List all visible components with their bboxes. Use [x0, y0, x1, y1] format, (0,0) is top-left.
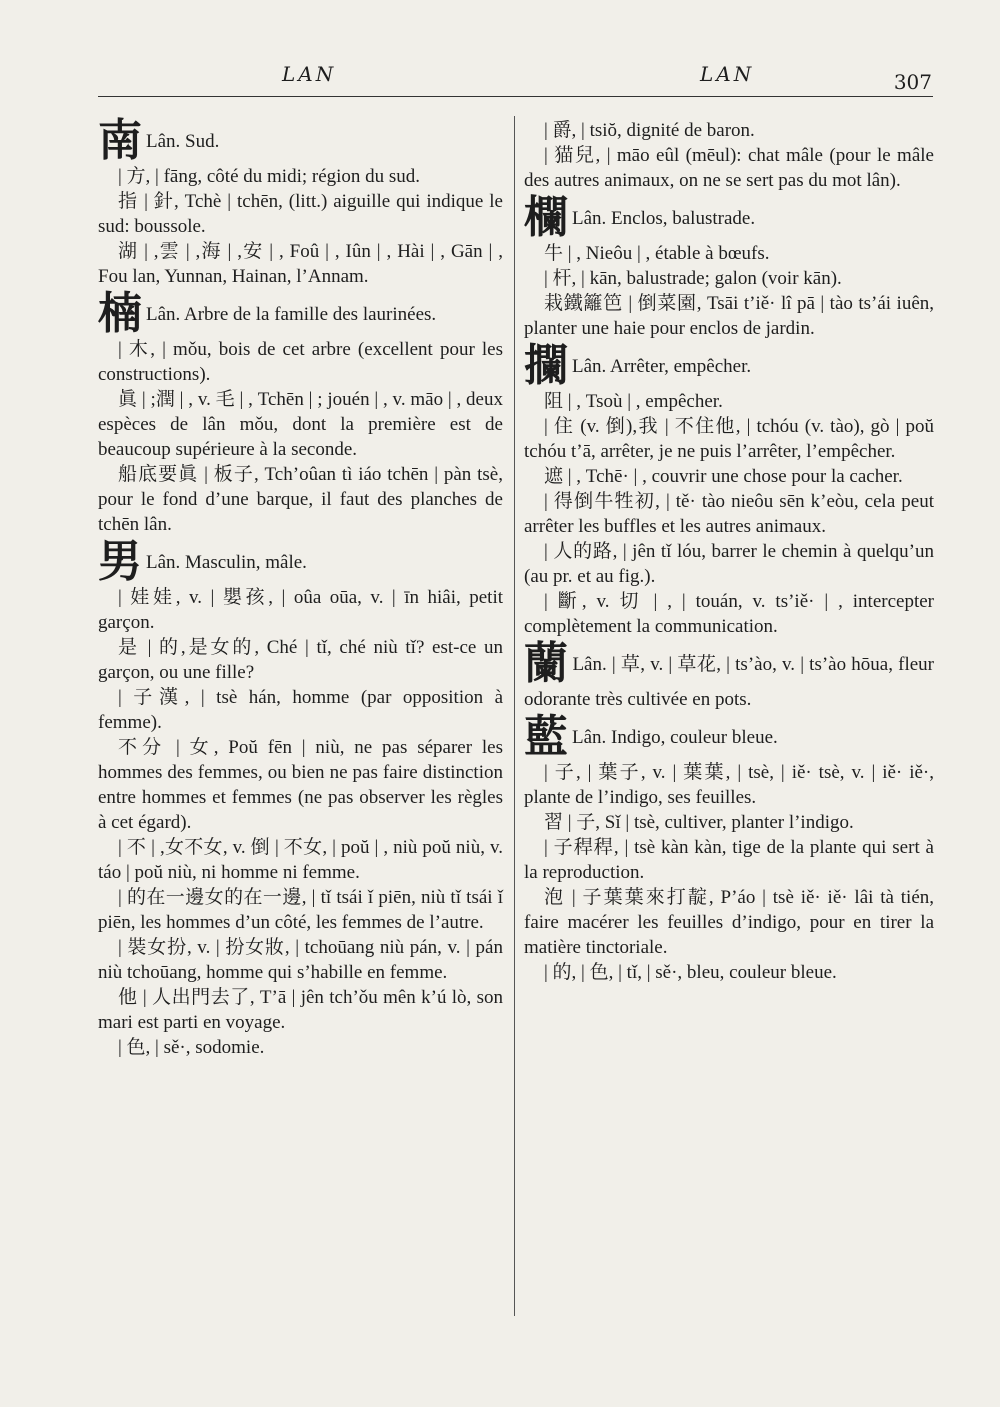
entry-text: | 裝女扮, v. | 扮女妝, | tchoūang niù pán, v. | pán niù tchoūang, homme qui s’habille en femme.	[98, 937, 503, 983]
entry-text: | 子, | 葉子, v. | 葉葉, | tsè, | iě· tsè, v. | iě· iě·, plante de l’indigo, ses feuilles.	[524, 762, 934, 808]
entry-compound	[524, 414, 934, 464]
entry-compound	[98, 189, 503, 239]
entry-compound	[524, 835, 934, 885]
entry-text: | 斷, v. 切 | , | touán, v. ts’iě· | , intercepter complètement la communication.	[524, 591, 934, 637]
entry-text: | 得倒牛牲初, | tě· tào nieôu sēn k’eòu, cela peut arrêter les buffles et les autres animaux.	[524, 491, 934, 537]
entry-compound	[98, 935, 503, 985]
entry-compound	[524, 241, 934, 266]
entry-text: 他 | 人出門去了, T’ā | jên tch’ǒu mên k’ú lò, son mari est parti en voyage.	[98, 987, 503, 1033]
headword-character: 楠	[98, 288, 142, 339]
entry-compound	[524, 266, 934, 291]
entry-compound	[524, 760, 934, 810]
entry-compound	[98, 462, 503, 537]
entry-definition	[524, 192, 934, 243]
entry-text: | 的在一邊女的在一邊, | tǐ tsái ǐ piēn, niù tǐ tsái ǐ piēn, les hommes d’un côté, les femmes de l’autre.	[98, 887, 503, 933]
entry-text: 泡 | 子葉葉來打靛, P’áo | tsè iě· iě· lâi tà tién, faire macérer les feuilles d’indigo, pour en tirer la matière tinctoriale.	[524, 887, 934, 958]
entry-compound	[524, 960, 934, 985]
headword-character: 男	[98, 536, 142, 587]
entry-compound	[98, 1035, 503, 1060]
entry-text: 指 | 針, Tchè | tchēn, (litt.) aiguille qui indique le sud: boussole.	[98, 191, 503, 237]
entry-compound	[98, 685, 503, 735]
headword-character: 欄	[524, 192, 568, 243]
entry-compound	[98, 635, 503, 685]
entry-text: 不分 | 女, Poŭ fēn | niù, ne pas séparer les hommes des femmes, ou bien ne pas faire distinction entre hommes et femmes (ne pas observer les règles à cet égard).	[98, 737, 503, 833]
dictionary-entry	[98, 115, 503, 289]
column-divider	[514, 116, 515, 1316]
dictionary-entry	[524, 340, 934, 639]
entry-text: | 杆, | kān, balustrade; galon (voir kān).	[544, 268, 842, 289]
entry-compound	[98, 735, 503, 835]
dictionary-entry	[524, 638, 935, 712]
entry-text: | 人的路, | jên tǐ lóu, barrer le chemin à quelqu’un (au pr. et au fig.).	[524, 541, 934, 587]
entry-compound	[524, 389, 934, 414]
headword-character: 藍	[524, 711, 568, 762]
entry-compound	[524, 539, 934, 589]
entry-text: 栽鐵籬笆 | 倒菜園, Tsāi t’iě· lî pā | tào ts’ái iuên, planter une haie pour enclos de jardin.	[524, 293, 934, 339]
headword-character: 蘭	[524, 638, 569, 689]
running-head-right: LAN	[700, 62, 755, 86]
dictionary-entry	[98, 536, 503, 1060]
entry-text: Lân. Arrêter, empêcher.	[572, 356, 752, 377]
entry-compound	[524, 143, 934, 193]
dictionary-entry	[524, 192, 934, 341]
entry-text: Lân. Sud.	[146, 131, 220, 152]
entry-text: 是 | 的,是女的, Ché | tǐ, ché niù tǐ? est-ce un garçon, ou une fille?	[98, 637, 503, 683]
entry-text: Lân. Indigo, couleur bleue.	[572, 727, 778, 748]
running-head-left: LAN	[282, 62, 337, 86]
entry-definition	[98, 288, 503, 339]
entry-text: | 的, | 色, | tǐ, | sě·, bleu, couleur bleue.	[544, 962, 837, 983]
dictionary-entry	[524, 118, 934, 193]
entry-text: | 方, | fāng, côté du midi; région du sud.	[118, 166, 421, 187]
left-column	[98, 115, 503, 1060]
entry-compound	[98, 885, 503, 935]
entry-text: | 爵, | tsiŏ, dignité de baron.	[544, 120, 755, 141]
entry-text: 眞 | ;潤 | , v. 毛 | , Tchēn | ; jouén | , v. māo | , deux espèces de lân mǒu, dont la première est de beaucoup supérieure à la seconde.	[98, 389, 503, 460]
headword-character: 攔	[524, 340, 568, 391]
entry-text: 船底要眞 | 板子, Tch’oûan tì iáo tchēn | pàn tsè, pour le fond d’une barque, il faut des planches de tchēn lân.	[98, 464, 503, 535]
entry-text: | 住 (v. 倒),我 | 不住他, | tchóu (v. tào), gò | poŭ tchóu t’ā, arrêter, je ne puis l’arrêter, l’empêcher.	[524, 416, 934, 462]
entry-definition	[524, 340, 934, 391]
entry-compound	[524, 291, 934, 341]
entry-compound	[524, 464, 934, 489]
entry-compound	[524, 489, 934, 539]
entry-compound	[524, 810, 934, 835]
entry-compound	[98, 985, 503, 1035]
entry-text: | 木, | mǒu, bois de cet arbre (excellent pour les constructions).	[98, 339, 503, 385]
entry-text: | 色, | sě·, sodomie.	[118, 1037, 265, 1058]
entry-compound	[98, 835, 503, 885]
entry-compound	[98, 585, 503, 635]
entry-text: | 子漢, | tsè hán, homme (par opposition à femme).	[98, 687, 503, 733]
header-rule	[98, 96, 933, 97]
entry-definition	[524, 638, 935, 712]
dictionary-entry	[524, 711, 934, 985]
entry-text: | 不 | ,女不女, v. 倒 | 不女, | poŭ | , niù poŭ niù, v. táo | poŭ niù, ni homme ni femme.	[98, 837, 503, 883]
entry-text: | 子稈稈, | tsè kàn kàn, tige de la plante qui sert à la reproduction.	[524, 837, 934, 883]
headword-character: 南	[98, 115, 142, 166]
dictionary-entry	[98, 288, 503, 537]
entry-definition	[524, 118, 934, 143]
entry-text: | 娃娃, v. | 嬰孩, | oûa oūa, v. | īn hiâi, petit garçon.	[98, 587, 503, 633]
entry-text: 遮 | , Tchē· | , couvrir une chose pour la cacher.	[544, 466, 903, 487]
entry-text: Lân. | 草, v. | 草花, | ts’ào, v. | ts’ào hōua, fleur odorante très cultivée en pots.	[524, 654, 935, 710]
entry-text: 湖 | ,雲 | ,海 | ,安 | , Foû | , Iûn | , Hài | , Gān | , Fou lan, Yunnan, Hainan, l’Annam.	[98, 241, 503, 287]
right-column	[524, 118, 934, 985]
entry-compound	[98, 387, 503, 462]
entry-compound	[98, 164, 503, 189]
entry-text: Lân. Enclos, balustrade.	[572, 208, 756, 229]
entry-text: | 猫兒, | māo eûl (mēul): chat mâle (pour le mâle des autres animaux, on ne se sert pas du mot lân).	[524, 145, 934, 191]
entry-text: 阻 | , Tsoù | , empêcher.	[544, 391, 723, 412]
entry-compound	[524, 885, 934, 960]
entry-definition	[98, 115, 503, 166]
entry-text: 習 | 子, Sǐ | tsè, cultiver, planter l’indigo.	[544, 812, 854, 833]
entry-definition	[98, 536, 503, 587]
entry-text: 牛 | , Nieôu | , étable à bœufs.	[544, 243, 770, 264]
entry-compound	[524, 589, 934, 639]
entry-text: Lân. Masculin, mâle.	[146, 552, 307, 573]
entry-text: Lân. Arbre de la famille des laurinées.	[146, 304, 437, 325]
entry-compound	[98, 239, 503, 289]
page-number: 307	[893, 70, 932, 94]
entry-compound	[98, 337, 503, 387]
entry-definition	[524, 711, 934, 762]
